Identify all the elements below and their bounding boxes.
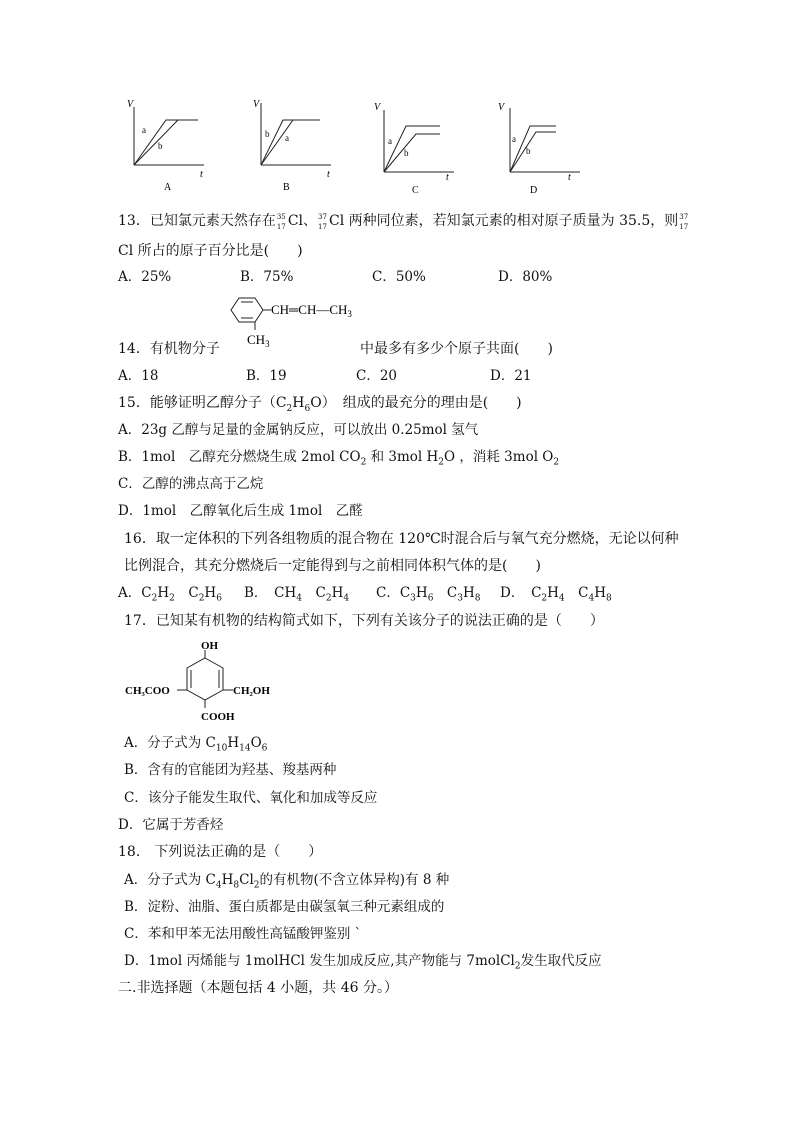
- section-2-heading: 二.非选择题（本题包括 4 小题，共 46 分。）: [118, 980, 398, 996]
- q15-option-b[interactable]: B．1mol 乙醇充分燃烧生成 2mol $CO_2$ 和 3mol $H_2O$ ，消耗 3mol $O_2$: [118, 449, 560, 468]
- q14-option-d[interactable]: D．21: [490, 368, 532, 384]
- graph-label: B: [283, 182, 290, 190]
- q16-option-c[interactable]: C．$C_3H_6$ $C_3H_8$: [376, 585, 481, 604]
- q18-option-a[interactable]: A．分子式为 $C_4H_8Cl_2$的有机物(不含立体异构)有 8 种: [124, 872, 450, 891]
- graph-b: [245, 95, 345, 190]
- axis-t-label: t: [446, 172, 449, 183]
- line-label: a: [512, 134, 516, 144]
- axis-v-label: V: [127, 99, 134, 110]
- q13-option-c[interactable]: C．50%: [372, 269, 426, 285]
- graph-d: [494, 98, 594, 193]
- graph-label: D: [530, 185, 538, 193]
- q15-stem: 15．能够证明乙醇分子$(C_2H_6O)$ 组成的最充分的理由是( ): [118, 395, 522, 414]
- q14-option-c[interactable]: C．20: [356, 368, 398, 384]
- graph-label: A: [164, 182, 172, 190]
- line-label: b: [158, 141, 163, 151]
- q13-option-a[interactable]: A．25%: [118, 269, 172, 285]
- line-label: a: [285, 133, 289, 143]
- line-label: b: [526, 146, 531, 156]
- axis-v-label: V: [374, 102, 381, 113]
- q16-option-d[interactable]: D． $C_2H_4$ $C_4H_8$: [500, 585, 612, 604]
- carboxyl-label: COOH: [201, 711, 235, 723]
- q16-stem: 16．取一定体积的下列各组物质的混合物在 120℃时混合后与氧气充分燃烧，无论以何种: [124, 531, 679, 547]
- oh-label: OH: [201, 640, 219, 652]
- axis-v-label: V: [498, 102, 505, 113]
- isotope-cl37-ref: 37 17: [679, 213, 689, 231]
- q18-stem: 18. 下列说法正确的是（ ）: [118, 844, 323, 860]
- q17-option-c[interactable]: C．该分子能发生取代、氧化和加成等反应: [124, 790, 378, 806]
- q18-option-d[interactable]: D．1mol 丙烯能与 1molHCl 发生加成反应,其产物能与 7molCl$_2$发生取代反应: [124, 953, 602, 972]
- q17-structure: [125, 636, 305, 728]
- hydroxymethyl-label: CH₂OH: [233, 685, 270, 697]
- graph-label: C: [412, 185, 419, 193]
- q13-option-d[interactable]: D．80%: [498, 269, 553, 285]
- q14-option-b[interactable]: B．19: [246, 368, 287, 384]
- q18-option-b[interactable]: B．淀粉、油脂、蛋白质都是由碳氢氧三种元素组成的: [124, 899, 445, 915]
- q16-stem-line2: 比例混合，其充分燃烧后一定能得到与之前相同体积气体的是( ): [124, 558, 541, 574]
- chain-text: $CH═CH—CH_3$: [271, 302, 352, 319]
- acetoxy-label: CH₃COO: [125, 685, 170, 697]
- axis-v-label: V: [253, 99, 260, 110]
- q13-stem-line2: Cl 所占的原子百分比是( ): [118, 243, 303, 259]
- line-label: b: [404, 148, 409, 158]
- q18-option-c[interactable]: C．苯和甲苯无法用酸性高锰酸钾鉴别 `: [124, 926, 362, 942]
- q13-option-b[interactable]: B．75%: [240, 269, 294, 285]
- graph-a: [118, 95, 218, 190]
- q13-stem: 13．已知氯元素天然存在 35 17 Cl、 37 17 Cl 两种同位素，若知氯元素的相对原子质量为 35.5，则 37 17: [118, 212, 690, 230]
- q15-option-a[interactable]: A．23g 乙醇与足量的金属钠反应，可以放出 0.25mol 氢气: [118, 422, 479, 438]
- graph-c: [368, 98, 468, 193]
- axis-t-label: t: [200, 169, 203, 180]
- q14-structure: [215, 290, 375, 352]
- q14-stem-suffix: 中最多有多少个原子共面( ): [360, 341, 553, 357]
- line-label: b: [265, 129, 270, 139]
- methyl-text: $CH_3$: [247, 332, 270, 349]
- q15-option-d[interactable]: D．1mol 乙醇氧化后生成 1mol 乙醛: [118, 503, 363, 519]
- q17-option-a[interactable]: A．分子式为 $C_{10}H_{14}O_6$: [124, 735, 268, 754]
- q14-option-a[interactable]: A．18: [118, 368, 159, 384]
- q17-stem: 17．已知某有机物的结构简式如下，下列有关该分子的说法正确的是（ ）: [124, 613, 604, 629]
- q14-stem-prefix: 14．有机物分子: [118, 341, 220, 357]
- isotope-cl35: 35 17: [276, 213, 286, 231]
- q16-option-a[interactable]: A．$C_2H_2$ $C_2H_6$: [118, 585, 222, 604]
- q16-option-b[interactable]: B． $CH_4$ $C_2H_4$: [244, 585, 350, 604]
- isotope-cl37: 37 17: [318, 213, 327, 231]
- q17-option-d[interactable]: D．它属于芳香烃: [118, 817, 224, 833]
- q15-option-c[interactable]: C．乙醇的沸点高于乙烷: [118, 476, 264, 492]
- axis-t-label: t: [327, 169, 330, 180]
- q17-option-b[interactable]: B．含有的官能团为羟基、羧基两种: [124, 762, 337, 778]
- line-label: a: [142, 125, 146, 135]
- axis-t-label: t: [568, 172, 571, 183]
- line-label: a: [388, 136, 392, 146]
